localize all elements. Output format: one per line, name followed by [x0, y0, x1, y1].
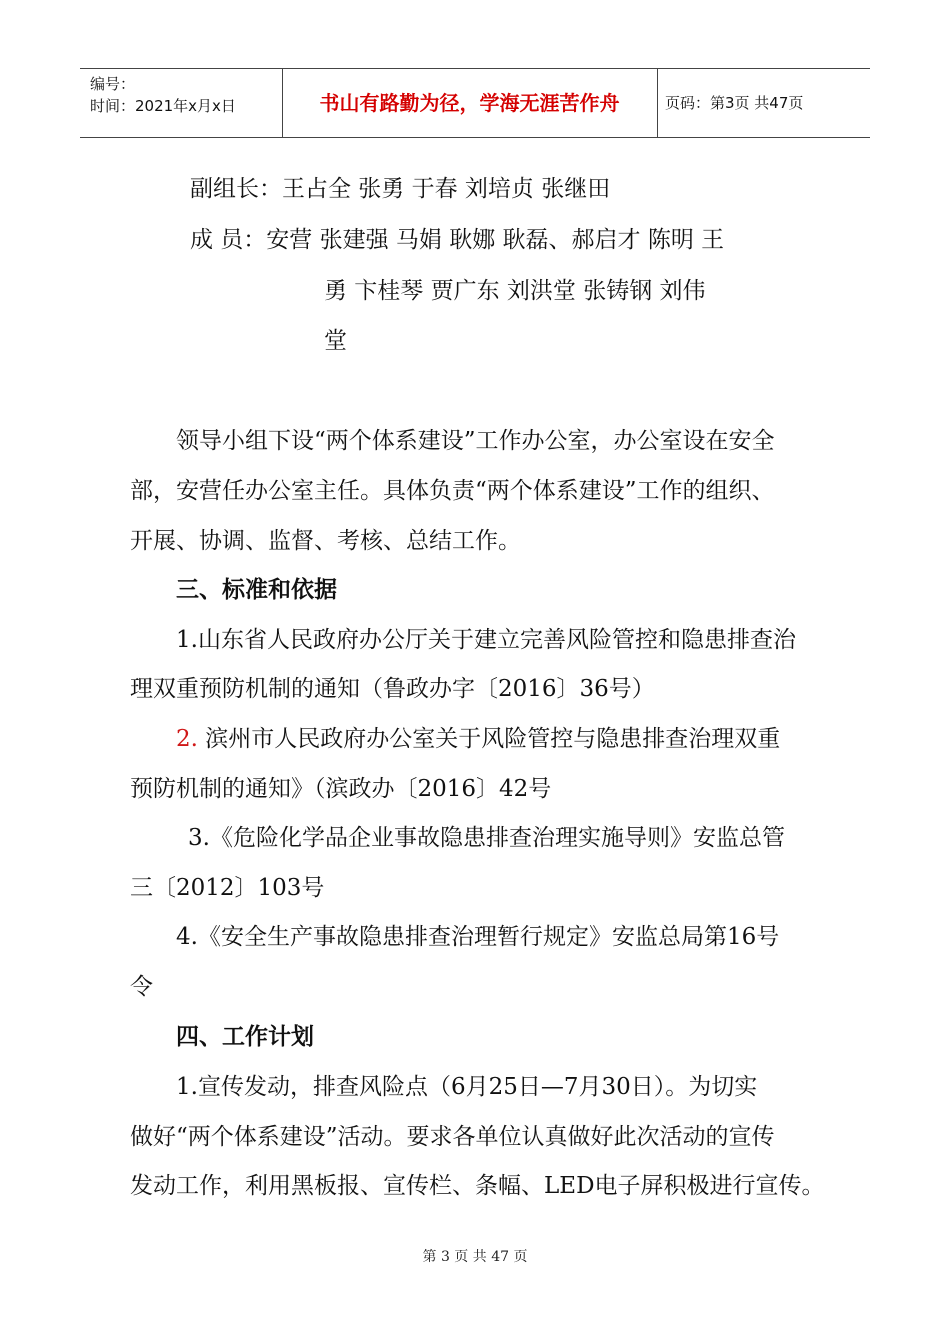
members-line-3: 堂: [324, 328, 347, 354]
members-line-1: 成 员：安营 张建强 马娟 耿娜 耿磊、郝启才 陈明 王: [190, 227, 725, 253]
item-3-line-2: 三〔2012〕103号: [130, 875, 325, 901]
section-3-heading: 三、标准和依据: [176, 577, 337, 603]
header-meta: [90, 73, 236, 117]
deputy-leader-line: 副组长：王占全 张勇 于春 刘培贞 张继田: [190, 176, 611, 202]
item-1-line-2: 理双重预防机制的通知（鲁政办字〔2016〕36号）: [130, 676, 655, 702]
section-4-heading: 四、工作计划: [176, 1024, 314, 1050]
plan-1-line-2: 做好“两个体系建设”活动。要求各单位认真做好此次活动的宣传: [130, 1124, 775, 1150]
header-number-label: 编号：: [90, 75, 136, 93]
item-2-line-1: [176, 720, 780, 753]
item-2-number: 2.: [176, 726, 198, 752]
item-4-line-1: 4.《安全生产事故隐患排查治理暂行规定》安监总局第16号: [176, 924, 780, 950]
page-footer: 第 3 页 共 47 页: [422, 1249, 528, 1265]
header-page-info: 页码：第3页 共47页: [665, 94, 804, 112]
office-paragraph-line-1: 领导小组下设“两个体系建设”工作办公室，办公室设在安全: [176, 428, 775, 454]
item-3-line-1: 3.《危险化学品企业事故隐患排查治理实施导则》安监总管: [188, 825, 785, 851]
header-motto: 书山有路勤为径，学海无涯苦作舟: [319, 91, 620, 115]
item-2-text: 滨州市人民政府办公室关于风险管控与隐患排查治理双重: [197, 726, 781, 752]
members-line-2: 勇 卞桂琴 贾广东 刘洪堂 张铸钢 刘伟: [324, 278, 706, 304]
header-divider: [657, 69, 658, 137]
office-paragraph-line-2: 部，安营任办公室主任。具体负责“两个体系建设”工作的组织、: [130, 478, 775, 504]
item-1-line-1: 1.山东省人民政府办公厅关于建立完善风险管控和隐患排查治: [176, 627, 796, 653]
header-date: 时间：2021年x月x日: [90, 97, 236, 115]
item-4-line-2: 令: [130, 974, 153, 1000]
plan-1-line-1: 1.宣传发动，排查风险点（6月25日—7月30日）。为切实: [176, 1074, 758, 1100]
item-2-line-2: 预防机制的通知》（滨政办〔2016〕42号: [130, 776, 552, 802]
office-paragraph-line-3: 开展、协调、监督、考核、总结工作。: [130, 528, 521, 554]
page-header: [80, 68, 870, 138]
plan-1-line-3: 发动工作，利用黑板报、宣传栏、条幅、LED电子屏积极进行宣传。: [130, 1173, 825, 1199]
